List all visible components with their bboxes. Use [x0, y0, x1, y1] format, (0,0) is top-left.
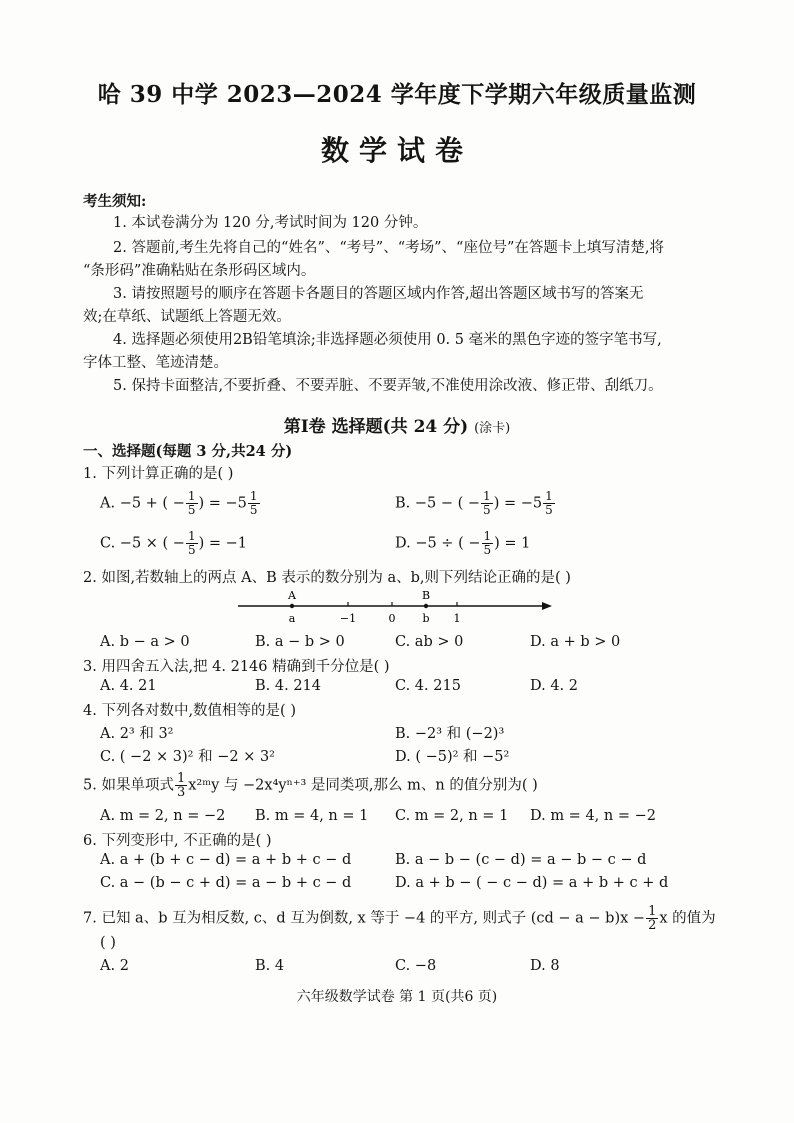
frac-den: 5: [187, 543, 196, 557]
section-heading: [0, 412, 794, 437]
q6-option-d: D. a + b − ( − c − d) = a + b + c + d: [395, 875, 669, 891]
q7-stem: [83, 905, 716, 932]
q4-option-c: C. ( −2 × 3)² 和 −2 × 3²: [100, 749, 275, 765]
frac-den: 5: [483, 543, 492, 557]
q7-option-c: C. −8: [395, 958, 437, 974]
q3-stem: 3. 用四舍五入法,把 4. 2146 精确到千分位是( ): [83, 659, 390, 675]
q6-stem: 6. 下列变形中, 不正确的是( ): [83, 833, 272, 849]
q1-option-b: [395, 490, 556, 517]
frac-den: 5: [187, 503, 196, 517]
section-note: (涂卡): [474, 421, 511, 436]
label-A: A: [288, 589, 296, 602]
q7-stem-pre: 7. 已知 a、b 互为相反数, c、d 互为倒数, x 等于 −4 的平方, 则式子 (cd − a − b)x −: [83, 910, 646, 927]
fraction: [646, 905, 658, 932]
frac-num: 1: [187, 489, 196, 503]
q4-option-d: D. ( −5)² 和 −5²: [395, 749, 510, 765]
q1-b-mid: ) = −5: [493, 495, 543, 512]
q3-option-b: B. 4. 214: [255, 678, 321, 694]
notice-line-3a: 3. 请按照题号的顺序在答题卡各题目的答题区域内作答,超出答题区域书写的答案无: [113, 286, 644, 302]
q5-option-d: D. m = 4, n = −2: [530, 808, 656, 824]
q7-option-a: A. 2: [100, 958, 129, 974]
label-zero: 0: [388, 612, 396, 625]
q2-stem: 2. 如图,若数轴上的两点 A、B 表示的数分别为 a、b,则下列结论正确的是( ): [83, 570, 571, 586]
q5-option-c: C. m = 2, n = 1: [395, 808, 509, 824]
q1-option-c: [100, 530, 247, 557]
q7-stem-post: x 的值为: [659, 910, 716, 927]
q3-option-d: D. 4. 2: [530, 678, 578, 694]
notice-line-3b: 效;在草纸、试题纸上答题无效。: [83, 309, 291, 325]
label-one: 1: [453, 612, 461, 625]
part1-heading: 一、选择题(每题 3 分,共24 分): [83, 443, 293, 460]
q6-option-a: A. a + (b + c − d) = a + b + c − d: [100, 852, 352, 868]
page-footer: 六年级数学试卷 第 1 页(共6 页): [296, 989, 498, 1005]
notice-line-1: 1. 本试卷满分为 120 分,考试时间为 120 分钟。: [113, 215, 428, 231]
fraction: [543, 490, 555, 517]
frac-num: 1: [483, 489, 491, 503]
q5-stem: [83, 772, 538, 799]
frac-num: 1: [545, 489, 553, 503]
arrow-icon: [542, 602, 552, 610]
frac-num: 1: [249, 489, 258, 503]
frac-num: 1: [176, 771, 186, 786]
fraction: [482, 530, 494, 557]
q1-c-pre: C. −5 × ( −: [100, 535, 185, 552]
frac-den: 5: [483, 503, 491, 517]
frac-num: 1: [483, 529, 492, 543]
frac-den: 5: [249, 503, 258, 517]
q1-a-mid: ) = −5: [198, 495, 247, 512]
frac-den: 5: [545, 503, 553, 517]
q3-option-a: A. 4. 21: [100, 678, 157, 694]
exam-title: 哈 39 中学 2023—2024 学年度下学期六年级质量监测: [97, 81, 697, 108]
fraction: [175, 772, 187, 799]
q5-stem-post: x²ᵐy 与 −2x⁴yⁿ⁺³ 是同类项,那么 m、n 的值分别为( ): [188, 777, 538, 794]
q5-stem-pre: 5. 如果单项式: [83, 777, 174, 794]
q4-stem: 4. 下列各对数中,数值相等的是( ): [83, 703, 296, 719]
point-b-dot: [424, 604, 428, 608]
q6-option-c: C. a − (b − c + d) = a − b + c − d: [100, 875, 352, 891]
q1-option-a: [100, 490, 261, 517]
q2-option-d: D. a + b > 0: [530, 634, 621, 650]
q3-option-c: C. 4. 215: [395, 678, 461, 694]
notice-line-2a: 2. 答题前,考生先将自己的“姓名”、“考号”、“考场”、“座位号”在答题卡上填写清楚,将: [113, 240, 664, 256]
notice-line-4a: 4. 选择题必须使用2B铅笔填涂;非选择题必须使用 0. 5 毫米的黑色字迹的签字笔书写,: [113, 332, 662, 348]
notice-heading: 考生须知:: [83, 193, 147, 210]
frac-den: 3: [176, 785, 186, 800]
notice-line-4b: 字体工整、笔迹清楚。: [83, 355, 228, 371]
q7-option-b: B. 4: [255, 958, 285, 974]
section-title: 第Ⅰ卷 选择题(共 24 分): [283, 417, 469, 437]
q2-option-b: B. a − b > 0: [255, 634, 345, 650]
point-a-dot: [290, 604, 294, 608]
fraction: [186, 530, 198, 557]
frac-num: 1: [187, 529, 196, 543]
q1-d-pre: D. −5 ÷ ( −: [395, 535, 481, 552]
frac-num: 1: [648, 904, 657, 919]
q5-option-a: A. m = 2, n = −2: [100, 808, 226, 824]
exam-subtitle: 数学试卷: [320, 134, 473, 167]
label-B: B: [421, 589, 431, 602]
q4-option-b: B. −2³ 和 (−2)³: [395, 726, 505, 742]
label-a: a: [288, 612, 296, 625]
frac-den: 2: [648, 918, 657, 933]
q1-a-pre: A. −5 + ( −: [100, 495, 185, 512]
q5-option-b: B. m = 4, n = 1: [255, 808, 369, 824]
q1-stem: 1. 下列计算正确的是( ): [83, 466, 234, 482]
q1-c-post: ) = −1: [198, 535, 248, 552]
label-neg1: −1: [339, 612, 357, 625]
q7-blank: ( ): [100, 935, 116, 951]
q6-option-b: B. a − b − (c − d) = a − b − c − d: [395, 852, 647, 868]
label-b: b: [422, 612, 430, 625]
notice-line-2b: “条形码”准确粘贴在条形码区域内。: [83, 263, 316, 279]
number-line: [230, 586, 560, 628]
q2-option-a: A. b − a > 0: [100, 634, 190, 650]
q2-option-c: C. ab > 0: [395, 634, 464, 650]
q4-option-a: A. 2³ 和 3²: [100, 726, 174, 742]
fraction: [186, 490, 198, 517]
notice-line-5: 5. 保持卡面整洁,不要折叠、不要弄脏、不要弄皱,不准使用涂改液、修正带、刮纸刀。: [113, 378, 663, 394]
q1-b-pre: B. −5 − ( −: [395, 495, 481, 512]
q7-option-d: D. 8: [530, 958, 560, 974]
fraction: [248, 490, 260, 517]
fraction: [481, 490, 493, 517]
q1-d-post: ) = 1: [494, 535, 531, 552]
q1-option-d: [395, 530, 530, 557]
